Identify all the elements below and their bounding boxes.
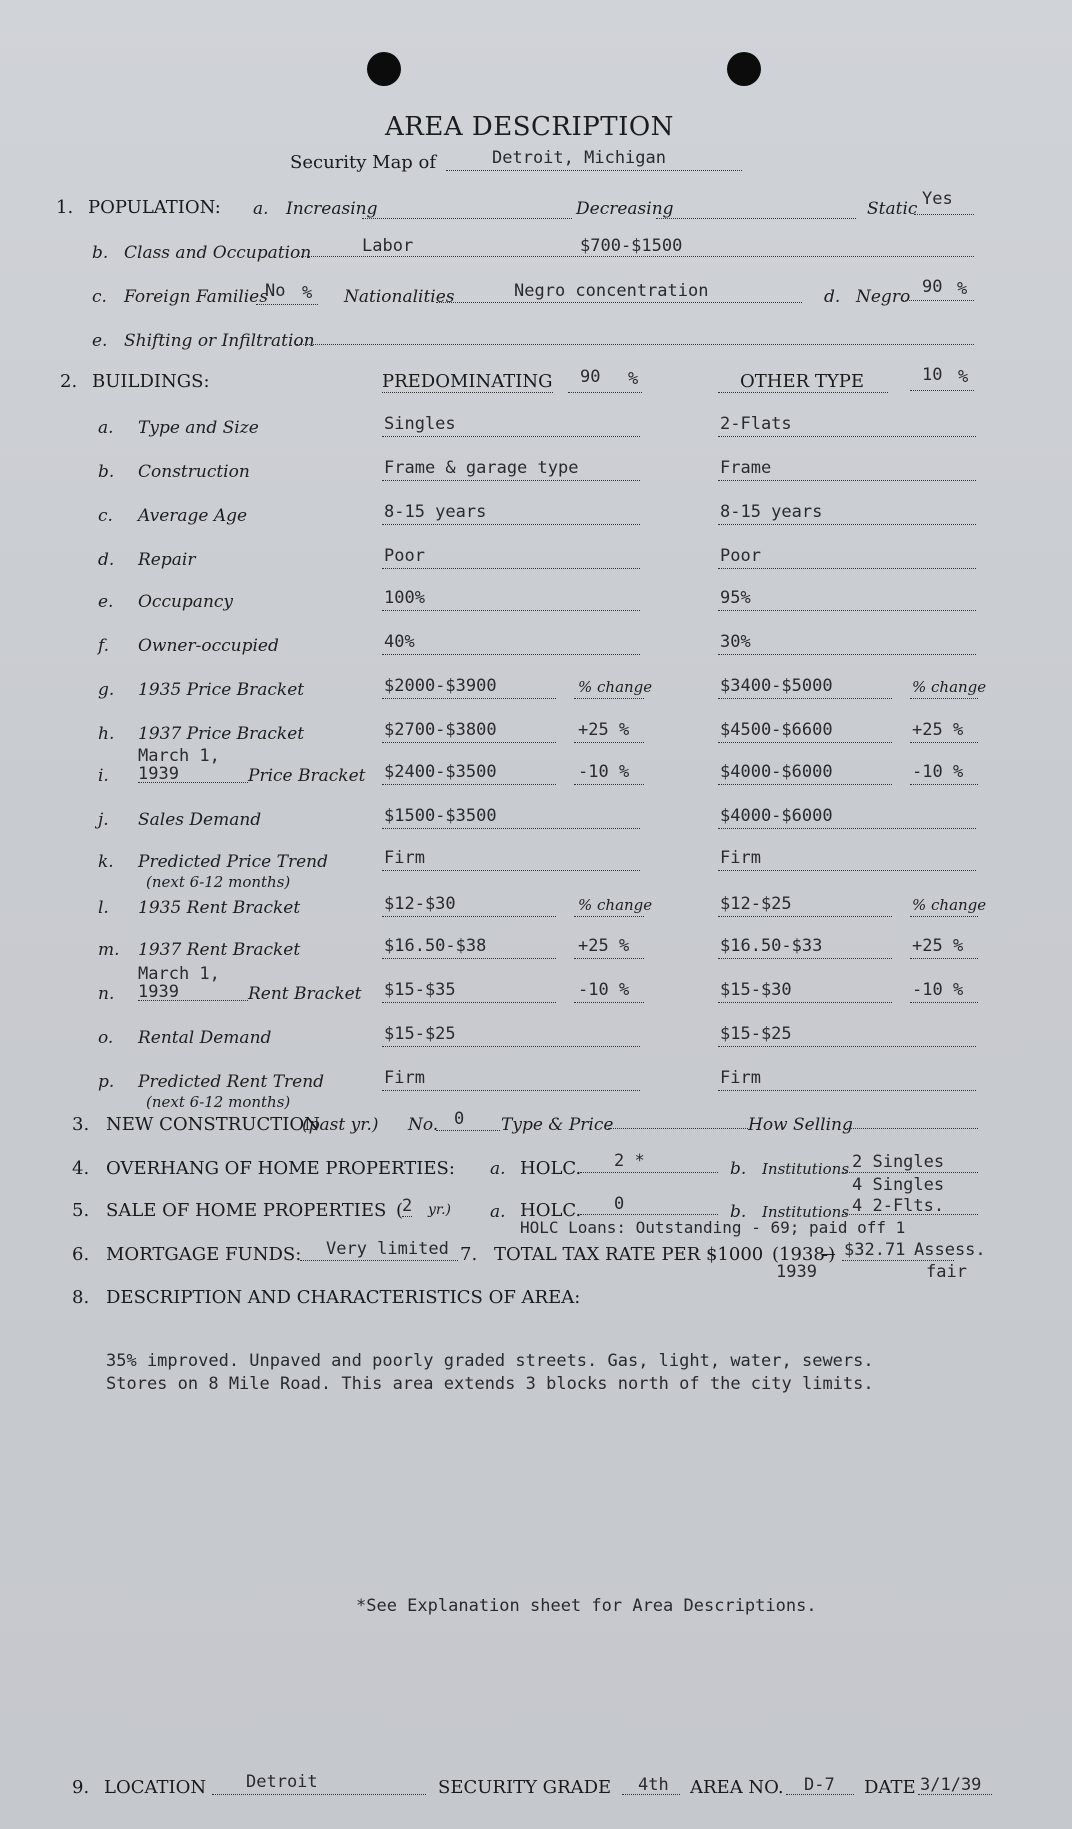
decreasing-label: Decreasing [576, 199, 674, 219]
overhang-holc-label: HOLC. [520, 1158, 582, 1179]
bldg-row-predominating-value: $12-$30 [384, 894, 456, 914]
bldg-row-predominating-value: Firm [384, 1068, 425, 1088]
bldg-row-other-value: $4000-$6000 [720, 762, 833, 782]
bldg-row-other-value: $15-$25 [720, 1024, 792, 1044]
other-type-value: 10 [922, 365, 943, 385]
bldg-row-predominating-value: 8-15 years [384, 502, 487, 522]
population-num: 1. [56, 197, 74, 218]
tax-year-label: (1938 [772, 1244, 825, 1265]
bldg-row-predominating-value: Frame & garage type [384, 458, 579, 478]
bldg-row-predominating-value: Firm [384, 848, 425, 868]
mortgage-value: Very limited [326, 1239, 449, 1259]
bldg-row-year-a: March 1, [138, 746, 220, 766]
footnote: *See Explanation sheet for Area Descriptions. [356, 1596, 817, 1616]
new-construction-no-label: No. [408, 1115, 439, 1135]
tax-fair: fair [926, 1262, 967, 1282]
population-c: c. [92, 287, 107, 307]
bldg-row-year-b: 1939 [138, 764, 179, 784]
bldg-row-other-change: -10 % [912, 980, 964, 1000]
bldg-row-letter: j. [98, 810, 109, 830]
bldg-row-letter: l. [98, 898, 109, 918]
population-label: POPULATION: [88, 197, 221, 218]
tax-label: TOTAL TAX RATE PER $1000 [494, 1244, 764, 1265]
bldg-row-other-value: Firm [720, 848, 761, 868]
bldg-row-predominating-change: +25 % [578, 720, 630, 740]
bldg-row-letter: m. [98, 940, 120, 960]
bldg-row-letter: h. [98, 724, 115, 744]
mortgage-num: 6. [72, 1244, 90, 1265]
bldg-row-letter: c. [98, 506, 113, 526]
punch-hole-left [367, 52, 401, 86]
bldg-row-label: Sales Demand [138, 810, 262, 830]
predominating-pct: % [628, 369, 639, 389]
sale-institutions-label: Institutions [762, 1203, 850, 1221]
bldg-row-other-change: +25 % [912, 720, 964, 740]
bldg-row-label: Construction [138, 462, 250, 482]
punch-hole-right [727, 52, 761, 86]
tax-year-1939: 1939 [776, 1262, 817, 1282]
class-occupation-value: Labor [362, 236, 414, 256]
bldg-row-label: Rental Demand [138, 1028, 272, 1048]
type-price-label: Type & Price [501, 1115, 614, 1135]
foreign-families-label: Foreign Families [124, 287, 268, 307]
bldg-row-label: Type and Size [138, 418, 259, 438]
bldg-row-label: Predicted Price Trend [138, 852, 328, 872]
predominating-value: 90 [580, 367, 601, 387]
increasing-label: Increasing [286, 199, 378, 219]
security-map-label: Security Map of [290, 152, 437, 173]
bldg-row-other-value: $15-$30 [720, 980, 792, 1000]
bldg-row-label: 1935 Price Bracket [138, 680, 305, 700]
buildings-label: BUILDINGS: [92, 371, 210, 392]
bldg-row-other-change: -10 % [912, 762, 964, 782]
overhang-a: a. [490, 1159, 506, 1179]
bldg-row-letter: a. [98, 418, 114, 438]
holc-loans-note: HOLC Loans: Outstanding - 69; paid off 1 [520, 1218, 906, 1237]
bldg-row-other-value: $3400-$5000 [720, 676, 833, 696]
bldg-row-year-b: 1939 [138, 982, 179, 1002]
sale-a: a. [490, 1202, 506, 1222]
bldg-row-label: 1935 Rent Bracket [138, 898, 301, 918]
bldg-row-other-value: $16.50-$33 [720, 936, 823, 956]
bldg-row-sub: (next 6-12 months) [146, 873, 291, 891]
overhang-institutions-value: 2 Singles [852, 1152, 945, 1172]
bldg-row-letter: k. [98, 852, 114, 872]
population-a: a. [253, 199, 269, 219]
negro-pct: % [957, 279, 968, 299]
bldg-row-predominating-value: 100% [384, 588, 425, 608]
bldg-row-predominating-value: $2400-$3500 [384, 762, 497, 782]
tax-assess: Assess. [914, 1240, 986, 1260]
other-type-pct: % [958, 367, 969, 387]
overhang-b: b. [730, 1159, 747, 1179]
sale-yr-open: ( [396, 1200, 404, 1221]
buildings-num: 2. [60, 371, 78, 392]
bldg-row-letter: d. [98, 550, 115, 570]
bldg-row-other-value: Frame [720, 458, 772, 478]
location-num: 9. [72, 1777, 90, 1798]
bldg-row-other-change: +25 % [912, 936, 964, 956]
sale-label: SALE OF HOME PROPERTIES [106, 1200, 387, 1221]
new-construction-num: 3. [72, 1114, 90, 1135]
location-value: Detroit [246, 1772, 318, 1792]
sale-b: b. [730, 1202, 747, 1222]
new-construction-label: NEW CONSTRUCTION [106, 1114, 320, 1135]
bldg-row-label: Rent Bracket [248, 984, 362, 1004]
security-grade-label: SECURITY GRADE [438, 1777, 612, 1798]
bldg-row-label: Occupancy [138, 592, 234, 612]
form-title: AREA DESCRIPTION [385, 112, 674, 142]
bldg-row-other-value: 95% [720, 588, 751, 608]
date-value: 3/1/39 [920, 1775, 982, 1795]
overhang-label: OVERHANG OF HOME PROPERTIES: [106, 1158, 455, 1179]
description-line-1: 35% improved. Unpaved and poorly graded streets. Gas, light, water, sewers. [106, 1351, 874, 1371]
bldg-row-letter: n. [98, 984, 115, 1004]
foreign-pct: % [302, 283, 313, 303]
bldg-row-sub: (next 6-12 months) [146, 1093, 291, 1111]
how-selling-label: How Selling [748, 1115, 853, 1135]
sale-institutions-value-b: 4 2-Flts. [852, 1196, 945, 1216]
bldg-row-label: Price Bracket [248, 766, 366, 786]
other-type-label: OTHER TYPE [740, 371, 865, 392]
bldg-row-predominating-change: -10 % [578, 980, 630, 1000]
overhang-num: 4. [72, 1158, 90, 1179]
static-value: Yes [922, 189, 953, 209]
bldg-row-other-value: Firm [720, 1068, 761, 1088]
class-occupation-label: Class and Occupation [124, 243, 312, 263]
bldg-row-other-value: 8-15 years [720, 502, 823, 522]
bldg-row-label: Repair [138, 550, 196, 570]
bldg-row-predominating-value: $2000-$3900 [384, 676, 497, 696]
area-no-value: D-7 [804, 1775, 835, 1795]
nationalities-label: Nationalities [344, 287, 455, 307]
bldg-row-predominating-change: % change [578, 896, 653, 914]
bldg-row-letter: p. [98, 1072, 115, 1092]
bldg-row-year-a: March 1, [138, 964, 220, 984]
bldg-row-letter: o. [98, 1028, 114, 1048]
bldg-row-predominating-value: 40% [384, 632, 415, 652]
new-construction-past: (past yr.) [302, 1115, 379, 1135]
overhang-holc-value: 2 * [614, 1151, 645, 1171]
bldg-row-label: 1937 Price Bracket [138, 724, 305, 744]
bldg-row-other-value: 30% [720, 632, 751, 652]
bldg-row-predominating-value: $15-$35 [384, 980, 456, 1000]
bldg-row-predominating-change: % change [578, 678, 653, 696]
predominating-label: PREDOMINATING [382, 371, 553, 392]
bldg-row-other-value: Poor [720, 546, 761, 566]
shifting-label: Shifting or Infiltration [124, 331, 315, 351]
security-map-value: Detroit, Michigan [492, 148, 666, 168]
bldg-row-predominating-value: $16.50-$38 [384, 936, 487, 956]
population-d: d. [824, 287, 841, 307]
bldg-row-predominating-value: $1500-$3500 [384, 806, 497, 826]
date-label: DATE [864, 1777, 916, 1798]
bldg-row-letter: f. [98, 636, 110, 656]
bldg-row-letter: e. [98, 592, 114, 612]
bldg-row-letter: i. [98, 766, 109, 786]
bldg-row-other-value: $4500-$6600 [720, 720, 833, 740]
bldg-row-other-value: $4000-$6000 [720, 806, 833, 826]
bldg-row-predominating-value: $2700-$3800 [384, 720, 497, 740]
sale-holc-value: 0 [614, 1194, 625, 1214]
location-label: LOCATION [104, 1777, 207, 1798]
bldg-row-predominating-value: Poor [384, 546, 425, 566]
bldg-row-label: Owner-occupied [138, 636, 279, 656]
bldg-row-label: Average Age [138, 506, 248, 526]
bldg-row-label: Predicted Rent Trend [138, 1072, 325, 1092]
description-label: DESCRIPTION AND CHARACTERISTICS OF AREA: [106, 1287, 581, 1308]
tax-year-strike: -) [822, 1244, 836, 1265]
security-grade-value: 4th [638, 1775, 669, 1795]
sale-yr-close: yr.) [428, 1202, 451, 1218]
sale-yr-value: 2 [402, 1196, 413, 1216]
nationalities-value: Negro concentration [514, 281, 709, 301]
bldg-row-other-change: % change [912, 896, 987, 914]
foreign-families-value: No [265, 281, 286, 301]
sale-holc-label: HOLC. [520, 1200, 582, 1221]
bldg-row-other-change: % change [912, 678, 987, 696]
bldg-row-letter: g. [98, 680, 115, 700]
sale-institutions-value-a: 4 Singles [852, 1175, 945, 1195]
bldg-row-predominating-change: -10 % [578, 762, 630, 782]
bldg-row-predominating-value: $15-$25 [384, 1024, 456, 1044]
tax-value: $32.71 [844, 1240, 906, 1260]
bldg-row-label: 1937 Rent Bracket [138, 940, 301, 960]
description-line-2: Stores on 8 Mile Road. This area extends 3 blocks north of the city limits. [106, 1374, 874, 1394]
bldg-row-letter: b. [98, 462, 115, 482]
negro-value: 90 [922, 277, 943, 297]
sale-num: 5. [72, 1200, 90, 1221]
area-no-label: AREA NO. [690, 1777, 784, 1798]
mortgage-label: MORTGAGE FUNDS: [106, 1244, 302, 1265]
bldg-row-predominating-change: +25 % [578, 936, 630, 956]
bldg-row-other-value: 2-Flats [720, 414, 792, 434]
tax-num: 7. [460, 1244, 478, 1265]
bldg-row-other-value: $12-$25 [720, 894, 792, 914]
static-label: Static [867, 199, 918, 219]
income-value: $700-$1500 [580, 236, 683, 256]
overhang-institutions-label: Institutions [762, 1160, 850, 1178]
bldg-row-predominating-value: Singles [384, 414, 456, 434]
negro-label: Negro [856, 287, 911, 307]
description-num: 8. [72, 1287, 90, 1308]
population-e: e. [92, 331, 108, 351]
new-construction-no-value: 0 [454, 1109, 465, 1129]
population-b: b. [92, 243, 109, 263]
